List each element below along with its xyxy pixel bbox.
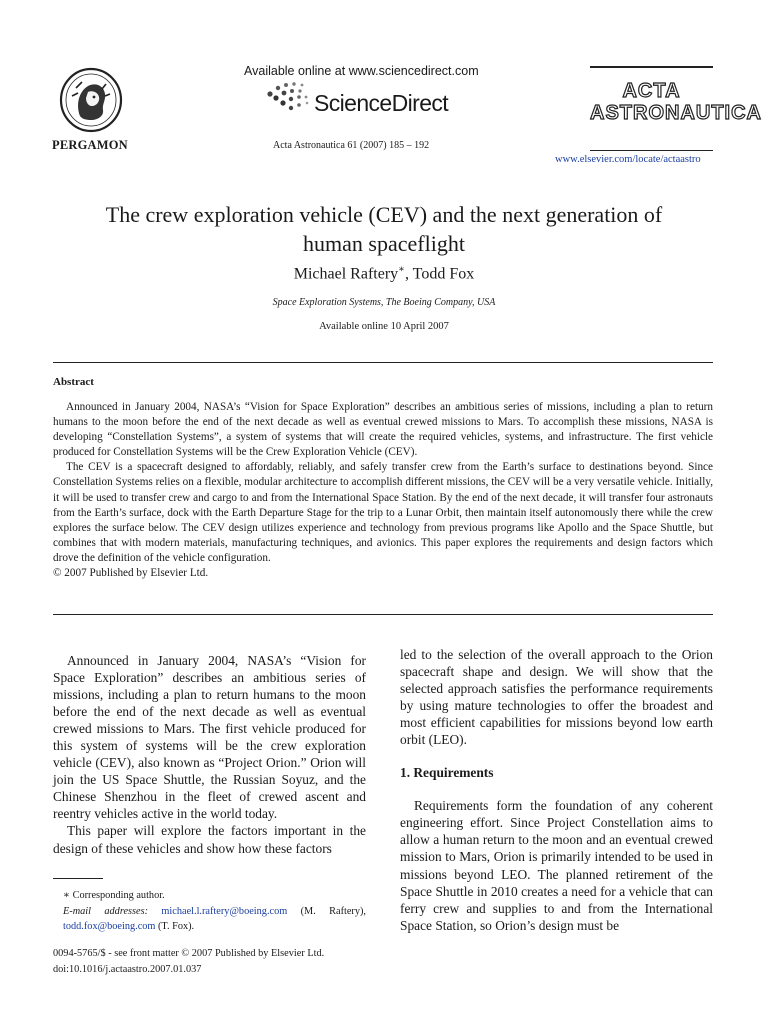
abstract-copyright: © 2007 Published by Elsevier Ltd.: [53, 567, 209, 580]
body-paragraph-2: This paper will explore the factors important in the design of these vehicles and show how these factors: [53, 823, 366, 856]
email-label: E-mail addresses:: [63, 905, 149, 917]
article-title-line1: The crew exploration vehicle (CEV) and the next generation of: [105, 202, 663, 227]
footnotes: [53, 888, 366, 935]
email-footnote: [53, 904, 366, 935]
section-heading-requirements: 1. Requirements: [400, 765, 494, 781]
article-title: [0, 200, 768, 258]
abstract-body: [53, 400, 713, 581]
abstract-paragraph-2: The CEV is a spacecraft designed to affordably, reliably, and safely transfer crew from the Earth’s surface to destinations beyond. Since Constellation Systems relies on a flexible, modular architecture to accomplish different missions, the CEV will be a very versatile vehicle. Initially, it will be used to transfer crew and cargo to and from the International Space Station. By the end of the next decade, it will transfer four astronauts from the Earth’s surface, dock with the Earth Departure Stage for the trip to a Lunar Orbit, then maintain itself autonomously there while the crew explores the surface below. The CEV design utilizes experience and technology from previous programs like Apollo and the Space Shuttle, but combines that with modern materials, manufacturing techniques, and avionics. This paper explores the requirements and design factors which drove the definition of the vehicle configuration.: [53, 461, 713, 564]
footnote-rule: [53, 878, 103, 879]
journal-citation: Acta Astronautica 61 (2007) 185 – 192: [273, 140, 430, 151]
author-separator: ,: [404, 265, 413, 283]
corresponding-author-note: ∗ Corresponding author.: [63, 890, 165, 901]
doi-line[interactable]: doi:10.1016/j.actaastro.2007.01.037: [53, 963, 202, 975]
article-title-line2: human spaceflight: [303, 231, 465, 256]
body-left-column: [53, 652, 366, 857]
email-link-fox[interactable]: todd.fox@boeing.com: [63, 921, 156, 932]
affiliation: Space Exploration Systems, The Boeing Company, USA: [272, 297, 496, 308]
publisher-name: PERGAMON: [52, 138, 128, 152]
journal-logo: [590, 80, 762, 124]
authors: [0, 264, 768, 283]
issn-line: 0094-5765/$ - see front matter © 2007 Published by Elsevier Ltd.: [53, 948, 325, 959]
author-2: Todd Fox: [412, 265, 475, 283]
author-1-footnote-mark[interactable]: ∗: [398, 264, 405, 275]
abstract-bottom-rule: [53, 614, 713, 615]
journal-logo-top-rule: [590, 66, 713, 68]
abstract-top-rule: [53, 362, 713, 363]
journal-url-link[interactable]: www.elsevier.com/locate/actaastro: [555, 154, 701, 165]
body-paragraph-1: Announced in January 2004, NASA’s “Vision for Space Exploration” describes an ambitious series of missions, including a plan to return humans to the moon before the end of the next decade as well as eventual crewed missions to Mars. The first vehicle produced for this system of systems will be the crew exploration vehicle (CEV), also known as “Project Orion.” Orion will join the US Space Shuttle, the Russian Soyuz, and the Chinese Shenzhou in the fleet of crewed ascent and reentry vehicles active in the world today.: [53, 653, 366, 822]
body-right-column: [400, 646, 713, 934]
available-date: Available online 10 April 2007: [319, 321, 449, 332]
journal-logo-bottom-rule: [590, 150, 713, 151]
email-name-raftery: (M. Raftery),: [287, 905, 367, 917]
front-matter-info: [53, 946, 324, 977]
sciencedirect-dots-icon: [262, 80, 314, 112]
available-online-text: Available online at www.sciencedirect.com: [244, 64, 479, 78]
abstract-paragraph-1: Announced in January 2004, NASA’s “Vision for Space Exploration” describes an ambitious series of missions, including a plan to return humans to the moon before the end of the next decade as well as eventual crewed missions to Mars. To accomplish these missions, NASA is developing “Constellation Systems”, a system of systems that will create the required vehicles, systems, and infrastructure. The first vehicle produced for Constellation Systems will be the Crew Exploration Vehicle (CEV).: [53, 401, 713, 459]
journal-logo-line1: ACTA: [622, 80, 681, 102]
body-paragraph-3: led to the selection of the overall approach to the Orion spacecraft shape and design. We will show that the selected approach satisfies the performance requirements by using mature technologies to offer the broadest and most efficient capabilities for missions beyond low earth orbit (LEO).: [400, 647, 713, 748]
abstract-heading: Abstract: [53, 376, 94, 388]
email-name-fox: (T. Fox).: [155, 921, 195, 932]
pergamon-logo: [58, 66, 124, 134]
body-paragraph-4: Requirements form the foundation of any coherent engineering effort. Since Project Constellation aims to allow a human return to the moon and an eventual crewed mission to Mars, Orion is primarily intended to be used in missions beyond LEO. The planned retirement of the Space Shuttle in 2010 creates a need for a vehicle that can ferry crew and supplies to and from the International Space Station, so Orion’s design must be: [400, 798, 713, 933]
email-link-raftery[interactable]: michael.l.raftery@boeing.com: [161, 905, 288, 917]
journal-logo-line2: ASTRONAUTICA: [590, 102, 762, 124]
author-1: Michael Raftery: [293, 265, 399, 283]
sciencedirect-logo-text: ScienceDirect: [314, 90, 449, 116]
